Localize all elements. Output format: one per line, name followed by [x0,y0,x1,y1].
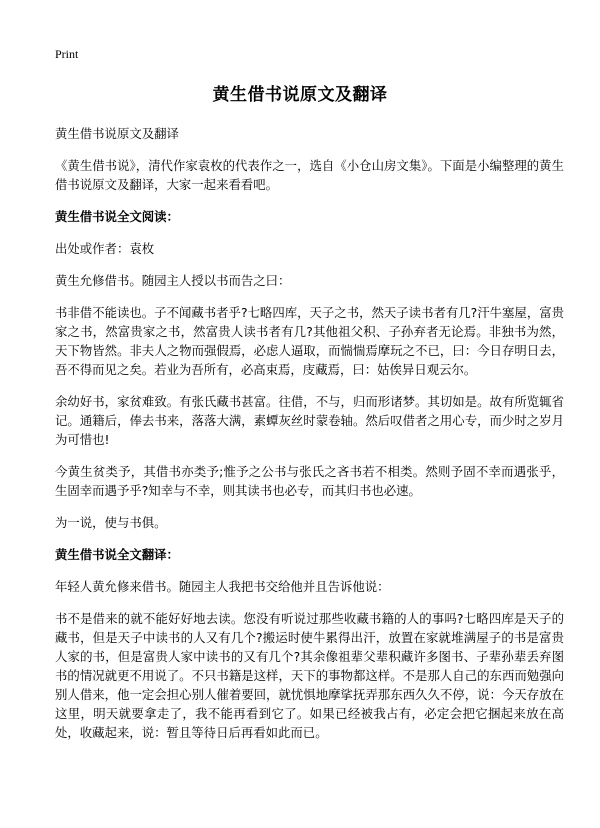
section-heading-original: 黄生借书说全文阅读： [55,209,179,224]
intro-heading: 黄生借书说原文及翻译 [55,126,179,141]
section-heading-translation: 黄生借书说全文翻译： [55,547,179,562]
intro-paragraph: 《黄生借书说》，清代作家袁枚的代表作之一，选自《小仓山房文集》。下面是小编整理的黄生借书说原文及翻译，大家一起来看看吧。 [55,158,564,192]
article-body [55,124,564,755]
original-paragraph-5: 为一说，使与书俱。 [55,515,167,530]
original-paragraph-2: 书非借不能读也。子不闻藏书者乎?七略四库，天子之书，然天子读书者有几?汗牛塞屋，富贵家之书，然富贵家之书，然富贵人读书者有几?其他祖父积、子孙弃者无论焉。非独书为然，天下物皆然。非夫人之物而强假焉，必虑人逼取，而惴惴焉摩玩之不已，曰：今日存明日去，吾不得而见之矣。若业为吾所有，必高束焉，庋藏焉，曰：姑俟异日观云尔。 [55,305,564,377]
author-line: 出处或作者：袁枚 [55,241,155,256]
original-paragraph-1: 黄生允修借书。随园主人授以书而告之曰： [55,273,291,288]
translation-paragraph-1: 年轻人黄允修来借书。随园主人我把书交给他并且告诉他说： [55,579,390,594]
original-paragraph-4: 今黄生贫类予，其借书亦类予;惟予之公书与张氏之吝书若不相类。然则予固不幸而遇张乎，生固幸而遇予乎?知幸与不幸，则其读书也必专，而其归书也必速。 [55,464,564,498]
translation-paragraph-2: 书不是借来的就不能好好地去读。您没有听说过那些收藏书籍的人的事吗?七略四库是天子的藏书，但是天子中读书的人又有几个?搬运时使牛累得出汗，放置在家就堆满屋子的书是富贵人家的书，但是富贵人家中读书的又有几个?其余像祖辈父辈积藏许多图书、子辈孙辈丢弃图书的情况就更不用说了。不只书籍是这样，天下的事物都这样。不是那人自己的东西而勉强向别人借来，他一定会担心别人催着要回，就忧惧地摩挲抚弄那东西久久不停，说：今天存放在这里，明天就要拿走了，我不能再看到它了。如果已经被我占有，必定会把它捆起来放在高处，收藏起来，说：暂且等待日后再看如此而已。 [55,611,564,740]
original-paragraph-3: 余幼好书，家贫难致。有张氏藏书甚富。往借，不与，归而形诸梦。其切如是。故有所览辄省记。通籍后，俸去书来，落落大满，素蟫灰丝时蒙卷轴。然后叹借者之用心专，而少时之岁月为可惜也! [55,394,564,447]
page-title: 黄生借书说原文及翻译 [212,85,388,105]
print-link[interactable]: Print [55,47,79,61]
